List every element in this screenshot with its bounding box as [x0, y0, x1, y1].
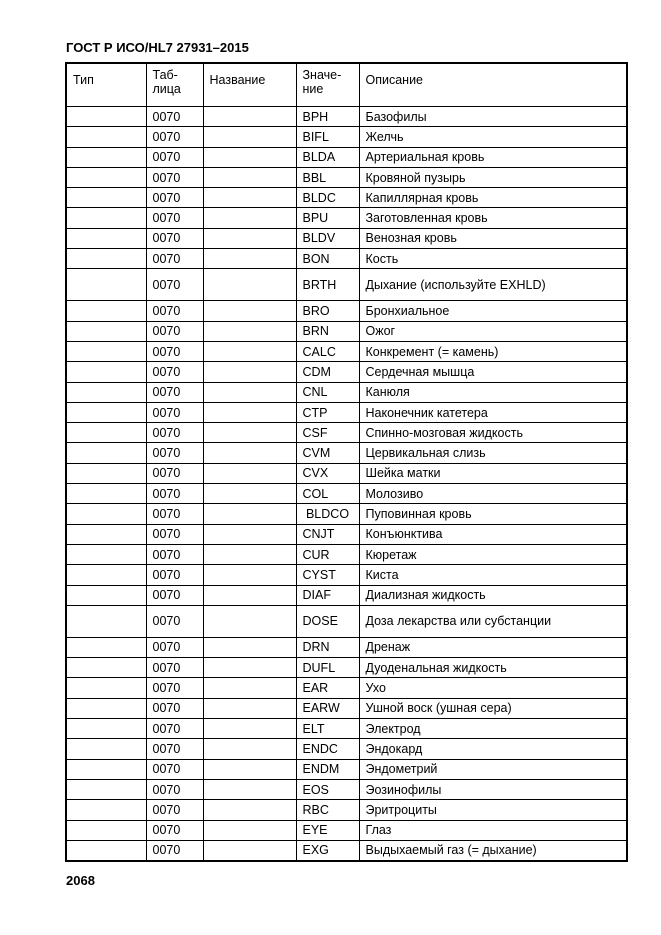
- cell-description: Конъюнктива: [359, 524, 627, 544]
- cell-value: CYST: [296, 565, 359, 585]
- table-row: [66, 779, 627, 799]
- cell-value: BPU: [296, 208, 359, 228]
- cell-value: CNL: [296, 382, 359, 402]
- cell-name: [203, 565, 296, 585]
- cell-type: [66, 423, 146, 443]
- cell-type: [66, 443, 146, 463]
- cell-table: 0070: [146, 759, 203, 779]
- table-row: [66, 759, 627, 779]
- cell-name: [203, 678, 296, 698]
- cell-description: Желчь: [359, 127, 627, 147]
- cell-type: [66, 249, 146, 269]
- cell-type: [66, 321, 146, 341]
- cell-description: Выдыхаемый газ (= дыхание): [359, 840, 627, 861]
- cell-name: [203, 698, 296, 718]
- cell-type: [66, 228, 146, 248]
- table-row: [66, 820, 627, 840]
- cell-name: [203, 504, 296, 524]
- cell-table: 0070: [146, 341, 203, 361]
- cell-table: 0070: [146, 678, 203, 698]
- cell-value: DIAF: [296, 585, 359, 605]
- table-row: [66, 544, 627, 564]
- cell-value: BRO: [296, 301, 359, 321]
- cell-description: Венозная кровь: [359, 228, 627, 248]
- table-row: [66, 605, 627, 637]
- cell-value: BRN: [296, 321, 359, 341]
- table-body: [66, 107, 627, 862]
- cell-name: [203, 249, 296, 269]
- cell-value: BLDV: [296, 228, 359, 248]
- cell-type: [66, 484, 146, 504]
- table-row: [66, 107, 627, 127]
- cell-value: CVM: [296, 443, 359, 463]
- table-row: [66, 504, 627, 524]
- cell-value: CUR: [296, 544, 359, 564]
- cell-description: Электрод: [359, 719, 627, 739]
- cell-type: [66, 637, 146, 657]
- cell-description: Цервикальная слизь: [359, 443, 627, 463]
- cell-name: [203, 423, 296, 443]
- cell-value: RBC: [296, 800, 359, 820]
- cell-table: 0070: [146, 637, 203, 657]
- cell-table: 0070: [146, 739, 203, 759]
- cell-type: [66, 820, 146, 840]
- cell-type: [66, 382, 146, 402]
- cell-value: BRTH: [296, 269, 359, 301]
- table-row: [66, 585, 627, 605]
- cell-type: [66, 208, 146, 228]
- cell-name: [203, 820, 296, 840]
- cell-description: Кость: [359, 249, 627, 269]
- code-table: [65, 62, 628, 862]
- cell-table: 0070: [146, 228, 203, 248]
- document-header: ГОСТ Р ИСО/HL7 27931–2015: [66, 40, 249, 55]
- cell-table: 0070: [146, 820, 203, 840]
- cell-type: [66, 301, 146, 321]
- table-row: [66, 484, 627, 504]
- cell-name: [203, 208, 296, 228]
- cell-type: [66, 402, 146, 422]
- cell-value: BLDC: [296, 188, 359, 208]
- cell-type: [66, 658, 146, 678]
- cell-description: Доза лекарства или субстанции: [359, 605, 627, 637]
- cell-name: [203, 739, 296, 759]
- table-row: [66, 147, 627, 167]
- cell-name: [203, 402, 296, 422]
- table-row: [66, 463, 627, 483]
- table-row: [66, 249, 627, 269]
- table-row: [66, 188, 627, 208]
- cell-name: [203, 301, 296, 321]
- cell-table: 0070: [146, 362, 203, 382]
- cell-value: ENDM: [296, 759, 359, 779]
- cell-value: BBL: [296, 167, 359, 187]
- cell-name: [203, 321, 296, 341]
- cell-type: [66, 565, 146, 585]
- cell-value: BPH: [296, 107, 359, 127]
- cell-name: [203, 719, 296, 739]
- table-row: [66, 269, 627, 301]
- cell-type: [66, 678, 146, 698]
- cell-name: [203, 524, 296, 544]
- cell-type: [66, 585, 146, 605]
- cell-value: EXG: [296, 840, 359, 861]
- cell-description: Дыхание (используйте EXHLD): [359, 269, 627, 301]
- table-row: [66, 321, 627, 341]
- cell-table: 0070: [146, 605, 203, 637]
- cell-value: EYE: [296, 820, 359, 840]
- cell-table: 0070: [146, 443, 203, 463]
- cell-table: 0070: [146, 382, 203, 402]
- cell-table: 0070: [146, 321, 203, 341]
- table-row: [66, 565, 627, 585]
- cell-description: Эозинофилы: [359, 779, 627, 799]
- cell-table: 0070: [146, 565, 203, 585]
- cell-type: [66, 779, 146, 799]
- cell-description: Бронхиальное: [359, 301, 627, 321]
- cell-value: ELT: [296, 719, 359, 739]
- table-row: [66, 524, 627, 544]
- cell-table: 0070: [146, 840, 203, 861]
- cell-type: [66, 698, 146, 718]
- column-header-type: Тип: [66, 63, 146, 107]
- page-number: 2068: [66, 873, 95, 888]
- cell-type: [66, 605, 146, 637]
- cell-description: Спинно-мозговая жидкость: [359, 423, 627, 443]
- cell-value: EAR: [296, 678, 359, 698]
- column-header-value: Значе- ние: [296, 63, 359, 107]
- cell-type: [66, 544, 146, 564]
- cell-value: BLDA: [296, 147, 359, 167]
- cell-value: DRN: [296, 637, 359, 657]
- cell-table: 0070: [146, 504, 203, 524]
- cell-name: [203, 269, 296, 301]
- cell-name: [203, 443, 296, 463]
- cell-table: 0070: [146, 167, 203, 187]
- cell-name: [203, 544, 296, 564]
- cell-value: ENDC: [296, 739, 359, 759]
- cell-table: 0070: [146, 484, 203, 504]
- cell-name: [203, 107, 296, 127]
- cell-table: 0070: [146, 719, 203, 739]
- table-row: [66, 443, 627, 463]
- table-row: [66, 228, 627, 248]
- table-row: [66, 167, 627, 187]
- cell-type: [66, 362, 146, 382]
- table-row: [66, 362, 627, 382]
- cell-description: Глаз: [359, 820, 627, 840]
- cell-description: Заготовленная кровь: [359, 208, 627, 228]
- cell-table: 0070: [146, 698, 203, 718]
- table-row: [66, 658, 627, 678]
- cell-name: [203, 585, 296, 605]
- cell-description: Ожог: [359, 321, 627, 341]
- table-row: [66, 208, 627, 228]
- cell-description: Эритроциты: [359, 800, 627, 820]
- cell-description: Капиллярная кровь: [359, 188, 627, 208]
- cell-table: 0070: [146, 127, 203, 147]
- cell-name: [203, 779, 296, 799]
- cell-table: 0070: [146, 524, 203, 544]
- cell-description: Эндокард: [359, 739, 627, 759]
- cell-description: Шейка матки: [359, 463, 627, 483]
- cell-type: [66, 840, 146, 861]
- cell-table: 0070: [146, 779, 203, 799]
- cell-table: 0070: [146, 301, 203, 321]
- cell-table: 0070: [146, 585, 203, 605]
- cell-name: [203, 127, 296, 147]
- cell-type: [66, 188, 146, 208]
- cell-description: Киста: [359, 565, 627, 585]
- column-header-name: Название: [203, 63, 296, 107]
- table-row: [66, 402, 627, 422]
- cell-value: CNJT: [296, 524, 359, 544]
- cell-table: 0070: [146, 269, 203, 301]
- table-row: [66, 382, 627, 402]
- cell-value: COL: [296, 484, 359, 504]
- cell-value: DOSE: [296, 605, 359, 637]
- cell-name: [203, 167, 296, 187]
- table-row: [66, 423, 627, 443]
- cell-value: DUFL: [296, 658, 359, 678]
- cell-table: 0070: [146, 658, 203, 678]
- cell-type: [66, 504, 146, 524]
- column-header-description: Описание: [359, 63, 627, 107]
- cell-value: CVX: [296, 463, 359, 483]
- table-row: [66, 698, 627, 718]
- cell-description: Кровяной пузырь: [359, 167, 627, 187]
- cell-table: 0070: [146, 463, 203, 483]
- cell-description: Молозиво: [359, 484, 627, 504]
- table-row: [66, 840, 627, 861]
- cell-description: Наконечник катетера: [359, 402, 627, 422]
- cell-name: [203, 228, 296, 248]
- cell-name: [203, 382, 296, 402]
- cell-description: Сердечная мышца: [359, 362, 627, 382]
- cell-type: [66, 463, 146, 483]
- table-row: [66, 301, 627, 321]
- cell-type: [66, 147, 146, 167]
- column-header-table: Таб- лица: [146, 63, 203, 107]
- cell-value: BON: [296, 249, 359, 269]
- cell-type: [66, 739, 146, 759]
- cell-table: 0070: [146, 249, 203, 269]
- cell-table: 0070: [146, 544, 203, 564]
- cell-description: Ушной воск (ушная сера): [359, 698, 627, 718]
- cell-name: [203, 188, 296, 208]
- table-row: [66, 341, 627, 361]
- cell-table: 0070: [146, 208, 203, 228]
- cell-table: 0070: [146, 147, 203, 167]
- cell-description: Ухо: [359, 678, 627, 698]
- cell-description: Канюля: [359, 382, 627, 402]
- cell-description: Эндометрий: [359, 759, 627, 779]
- cell-name: [203, 637, 296, 657]
- cell-value: EARW: [296, 698, 359, 718]
- cell-type: [66, 719, 146, 739]
- cell-table: 0070: [146, 188, 203, 208]
- cell-type: [66, 759, 146, 779]
- cell-table: 0070: [146, 800, 203, 820]
- cell-name: [203, 605, 296, 637]
- cell-table: 0070: [146, 107, 203, 127]
- cell-name: [203, 800, 296, 820]
- cell-name: [203, 362, 296, 382]
- cell-description: Базофилы: [359, 107, 627, 127]
- cell-name: [203, 147, 296, 167]
- cell-value: CALC: [296, 341, 359, 361]
- cell-description: Пуповинная кровь: [359, 504, 627, 524]
- cell-description: Дренаж: [359, 637, 627, 657]
- cell-value: CSF: [296, 423, 359, 443]
- cell-value: CDM: [296, 362, 359, 382]
- cell-value: BLDCO: [296, 504, 359, 524]
- table-row: [66, 739, 627, 759]
- cell-name: [203, 658, 296, 678]
- cell-description: Артериальная кровь: [359, 147, 627, 167]
- cell-name: [203, 484, 296, 504]
- cell-type: [66, 341, 146, 361]
- cell-value: CTP: [296, 402, 359, 422]
- cell-table: 0070: [146, 402, 203, 422]
- cell-name: [203, 840, 296, 861]
- cell-name: [203, 759, 296, 779]
- table-row: [66, 719, 627, 739]
- cell-type: [66, 269, 146, 301]
- cell-description: Дуоденальная жидкость: [359, 658, 627, 678]
- table-row: [66, 678, 627, 698]
- table-row: [66, 800, 627, 820]
- table-row: [66, 127, 627, 147]
- cell-type: [66, 800, 146, 820]
- cell-type: [66, 107, 146, 127]
- cell-description: Диализная жидкость: [359, 585, 627, 605]
- cell-description: Конкремент (= камень): [359, 341, 627, 361]
- cell-type: [66, 524, 146, 544]
- table-row: [66, 637, 627, 657]
- cell-value: BIFL: [296, 127, 359, 147]
- cell-name: [203, 463, 296, 483]
- cell-description: Кюретаж: [359, 544, 627, 564]
- cell-name: [203, 341, 296, 361]
- table-header-row: [66, 63, 627, 107]
- cell-value: EOS: [296, 779, 359, 799]
- cell-type: [66, 167, 146, 187]
- cell-table: 0070: [146, 423, 203, 443]
- cell-type: [66, 127, 146, 147]
